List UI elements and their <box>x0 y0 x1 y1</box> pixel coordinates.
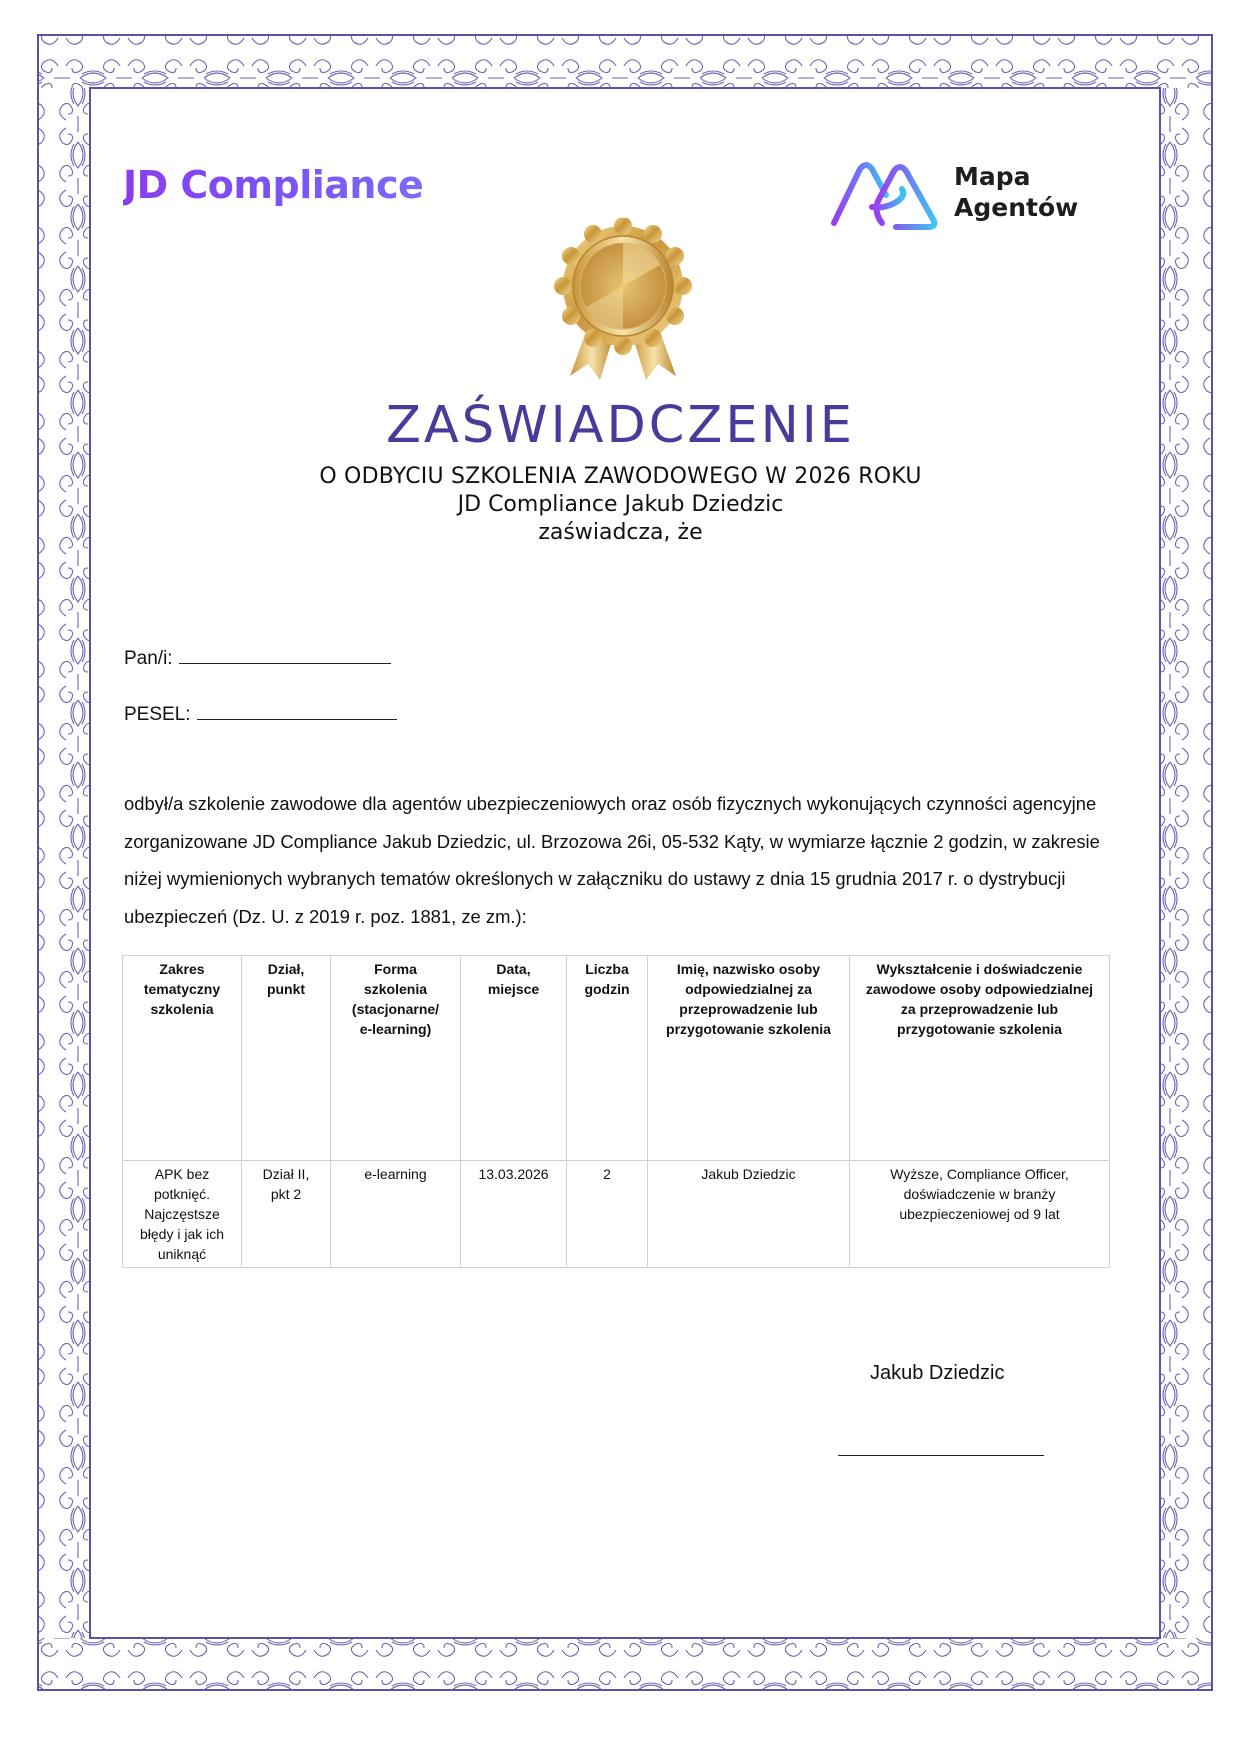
cell-line: e-learning <box>364 1166 427 1182</box>
certificate-subtitle: O ODBYCIU SZKOLENIA ZAWODOWEGO W 2026 ROKU <box>319 464 922 489</box>
name-field <box>124 645 391 670</box>
cell-line: Imię, nazwisko osoby <box>676 961 821 977</box>
cell-line: szkolenia <box>363 981 428 997</box>
pesel-field-label: PESEL: <box>124 704 191 725</box>
cell-line: Wyższe, Compliance Officer, <box>890 1166 1069 1182</box>
body-line: niżej wymienionych wybranych tematów określonych w załączniku do ustawy z dnia 15 grudnia 2017 r. o dystrybucji <box>124 868 1066 889</box>
cell-line: Wykształcenie i doświadczenie <box>876 961 1083 977</box>
mapa-logo-line1: Mapa <box>954 162 1031 191</box>
cell-qualifications <box>850 1161 1110 1268</box>
cell-line: Liczba <box>585 961 629 977</box>
cell-line: (stacjonarne/ <box>351 1001 440 1017</box>
cell-line: przygotowanie szkolenia <box>666 1021 831 1037</box>
cell-line: Data, <box>496 961 531 977</box>
cell-hours <box>567 1161 648 1268</box>
header-date <box>461 956 567 1161</box>
cell-line: godzin <box>584 981 630 997</box>
name-field-label: Pan/i: <box>124 648 173 669</box>
cell-line: Jakub Dziedzic <box>701 1166 796 1182</box>
cell-line: zawodowe osoby odpowiedzialnej <box>865 981 1094 997</box>
cell-line: ubezpieczeniowej od 9 lat <box>899 1206 1060 1222</box>
cell-line: Najczęstsze <box>144 1206 220 1222</box>
pesel-field-blank[interactable] <box>197 701 397 720</box>
cell-line: pkt 2 <box>270 1186 302 1202</box>
mapa-logo-line2: Agentów <box>954 193 1079 222</box>
cell-line: przeprowadzenie lub <box>679 1001 818 1017</box>
cell-line: za przeprowadzenie lub <box>900 1001 1059 1017</box>
cell-line: błędy i jak ich <box>139 1226 225 1242</box>
cell-line: uniknąć <box>157 1246 207 1262</box>
cell-line: Dział II, <box>262 1166 310 1182</box>
header-qualifications <box>850 956 1110 1161</box>
cell-line: przygotowanie szkolenia <box>897 1021 1062 1037</box>
cell-line: szkolenia <box>150 1001 214 1017</box>
header-form <box>331 956 461 1161</box>
body-line: odbył/a szkolenie zawodowe dla agentów ubezpieczeniowych oraz osób fizycznych wykonujących czynności agencyjne <box>124 793 1097 814</box>
cell-line: potknięć. <box>153 1186 211 1202</box>
cell-line: doświadczenie w branży <box>903 1186 1056 1202</box>
cell-line: odpowiedzialnej za <box>685 981 812 997</box>
table-header-row <box>123 956 1110 1161</box>
certificate-body <box>124 785 1124 935</box>
cell-form <box>331 1161 461 1268</box>
cell-line: miejsce <box>487 981 540 997</box>
cell-line: 2 <box>603 1166 611 1182</box>
certificate-title: ZAŚWIADCZENIE <box>385 396 855 455</box>
cell-line: Forma <box>374 961 417 977</box>
issuer-name: JD Compliance Jakub Dziedzic <box>457 492 784 517</box>
cell-line: e-learning) <box>359 1021 432 1037</box>
jd-compliance-logo: JD Compliance <box>123 163 424 207</box>
signature-line[interactable] <box>838 1455 1044 1456</box>
header-section <box>242 956 331 1161</box>
mountains-logo-icon <box>826 155 946 235</box>
pesel-field <box>124 701 397 726</box>
cell-line: Zakres <box>159 961 205 977</box>
body-line: ubezpieczeń (Dz. U. z 2019 r. poz. 1881, ze zm.): <box>124 905 527 927</box>
cell-line: tematyczny <box>143 981 221 997</box>
cell-line: 13.03.2026 <box>478 1166 549 1182</box>
header-responsible-person <box>648 956 850 1161</box>
cell-responsible-person <box>648 1161 850 1268</box>
mapa-agentow-logo <box>826 155 1096 235</box>
header-topic <box>123 956 242 1161</box>
cell-line: APK bez <box>154 1166 210 1182</box>
cell-section <box>242 1161 331 1268</box>
cell-line: Dział, <box>267 961 305 977</box>
name-field-blank[interactable] <box>179 645 391 664</box>
cell-line: punkt <box>266 981 306 997</box>
table-row <box>123 1161 1110 1268</box>
header-hours <box>567 956 648 1161</box>
cell-topic <box>123 1161 242 1268</box>
certifies-text: zaświadcza, że <box>538 520 703 545</box>
training-table <box>122 955 1110 1268</box>
body-line: zorganizowane JD Compliance Jakub Dziedzic, ul. Brzozowa 26i, 05-532 Kąty, w wymiarze łącznie 2 godzin, w zakresie <box>124 830 1100 852</box>
signatory-name: Jakub Dziedzic <box>870 1362 1005 1384</box>
gold-medal-icon <box>548 218 698 382</box>
cell-date <box>461 1161 567 1268</box>
